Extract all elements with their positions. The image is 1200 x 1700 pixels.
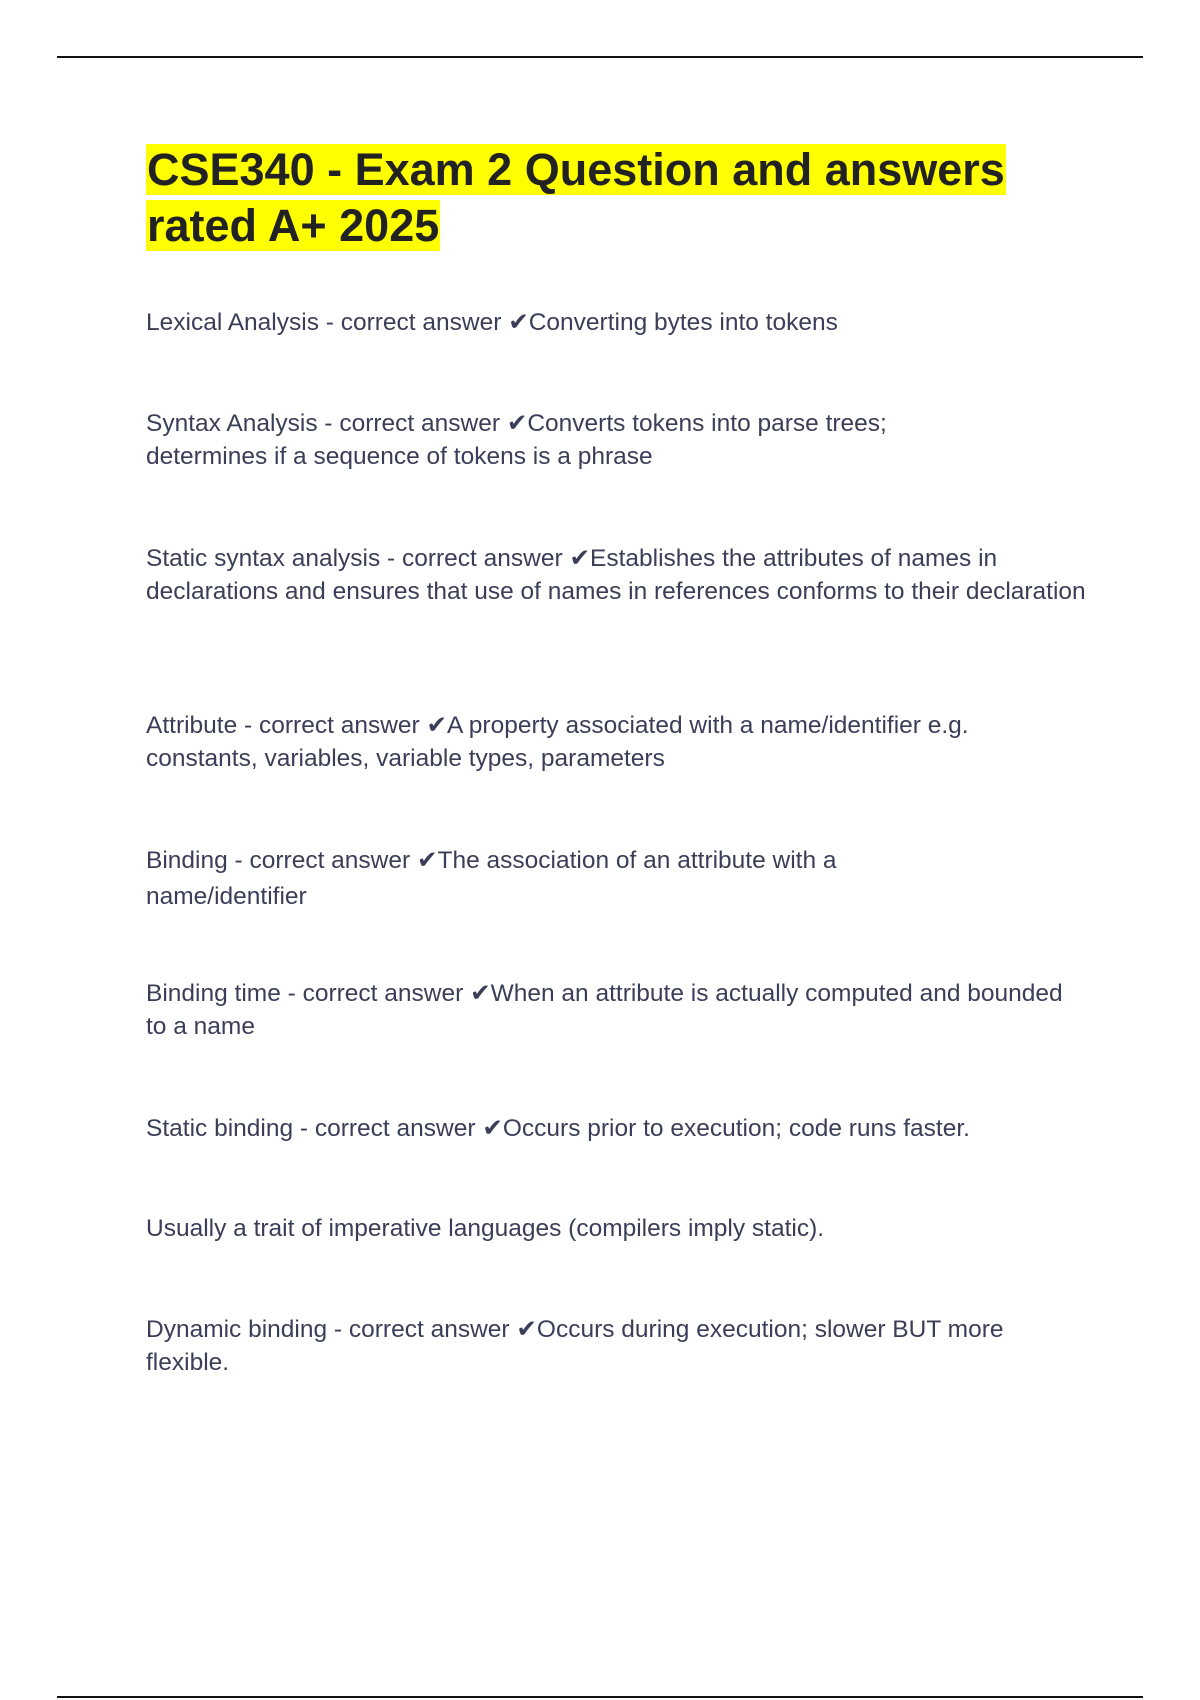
qa-item: Binding time - correct answer ✔When an attribute is actually computed and bounded to a name — [146, 980, 1063, 1040]
qa-item: Dynamic binding - correct answer ✔Occurs during execution; slower BUT more flexible. — [146, 1316, 1004, 1376]
title-highlight: CSE340 - Exam 2 Question and answers rated A+ 2025 — [147, 144, 1005, 251]
document-title — [146, 142, 1086, 254]
qa-item: Usually a trait of imperative languages (compilers imply static). — [146, 1215, 825, 1242]
bottom-divider — [57, 1696, 1143, 1698]
qa-item: Syntax Analysis - correct answer ✔Converts tokens into parse trees; determines if a sequence of tokens is a phrase — [146, 410, 887, 470]
qa-item: Static binding - correct answer ✔Occurs prior to execution; code runs faster. — [146, 1115, 970, 1142]
qa-item: Lexical Analysis - correct answer ✔Converting bytes into tokens — [146, 309, 838, 336]
top-divider — [57, 56, 1143, 58]
qa-item: Attribute - correct answer ✔A property associated with a name/identifier e.g. constants, variables, variable types, parameters — [146, 712, 969, 772]
qa-item: Static syntax analysis - correct answer ✔Establishes the attributes of names in declarations and ensures that use of names in references conforms to their declaration — [146, 545, 1086, 605]
qa-item: Binding - correct answer ✔The association of an attribute with a name/identifier — [146, 847, 837, 910]
